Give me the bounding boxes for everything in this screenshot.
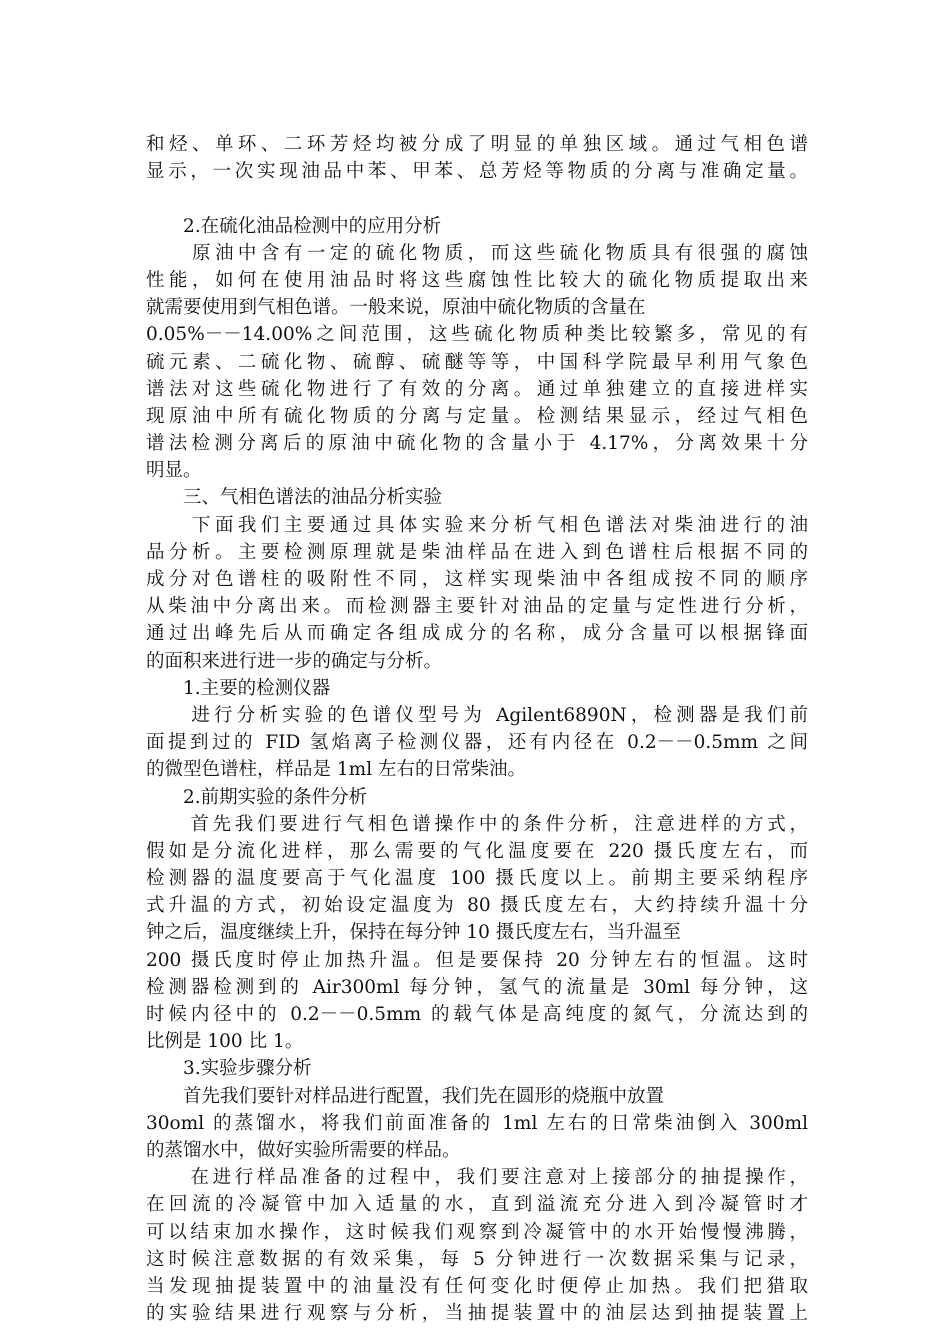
paragraph-line: 式升温的方式，初始设定温度为 80 摄氏度左右，大约持续升温十分 bbox=[146, 895, 808, 917]
section-heading: 2.前期实验的条件分析 bbox=[146, 786, 368, 808]
paragraph-line: 检测器的温度要高于气化温度 100 摄氏度以上。前期主要采纳程序 bbox=[146, 868, 808, 890]
paragraph-line: 面提到过的 FID 氢焰离子检测仪器，还有内径在 0.2－－0.5mm 之间 bbox=[146, 732, 808, 754]
paragraph-line: 通过出峰先后从而确定各组成成分的名称，成分含量可以根据锋面 bbox=[146, 623, 808, 645]
paragraph-line: 的实验结果进行观察与分析，当抽提装置中的油层达到抽提装置上 bbox=[146, 1303, 808, 1325]
paragraph-line: 明显。 bbox=[146, 460, 202, 482]
paragraph-line: 0.05%－－14.00%之间范围，这些硫化物质种类比较繁多，常见的有 bbox=[146, 324, 808, 346]
paragraph-line: 进行分析实验的色谱仪型号为 Agilent6890N，检测器是我们前 bbox=[146, 704, 808, 726]
paragraph-line: 谱法检测分离后的原油中硫化物的含量小于 4.17%，分离效果十分 bbox=[146, 433, 808, 455]
paragraph-line: 成分对色谱柱的吸附性不同，这样实现柴油中各组成按不同的顺序 bbox=[146, 569, 808, 590]
paragraph-line: 显示，一次实现油品中苯、甲苯、总芳烃等物质的分离与准确定量。 bbox=[146, 161, 808, 183]
paragraph-line: 从柴油中分离出来。而检测器主要针对油品的定量与定性进行分析， bbox=[146, 596, 808, 618]
paragraph-line: 30oml 的蒸馏水，将我们前面准备的 1ml 左右的日常柴油倒入 300ml bbox=[146, 1112, 808, 1134]
paragraph-line: 现原油中所有硫化物质的分离与定量。检测结果显示，经过气相色 bbox=[146, 405, 808, 427]
paragraph-line: 当发现抽提装置中的油量没有任何变化时便停止加热。我们把猎取 bbox=[146, 1275, 808, 1297]
paragraph-line: 这时候注意数据的有效采集，每 5 分钟进行一次数据采集与记录， bbox=[146, 1248, 808, 1270]
blank-line bbox=[146, 185, 808, 212]
paragraph-line: 的蒸馏水中，做好实验所需要的样品。 bbox=[146, 1139, 461, 1161]
paragraph-line: 谱法对这些硫化物进行了有效的分离。通过单独建立的直接进样实 bbox=[146, 378, 808, 400]
section-heading: 三、气相色谱法的油品分析实验 bbox=[146, 487, 443, 509]
paragraph-line: 的面积来进行进一步的确定与分析。 bbox=[146, 650, 443, 672]
article-body bbox=[146, 131, 808, 1327]
paragraph-line: 原油中含有一定的硫化物质，而这些硫化物质具有很强的腐蚀 bbox=[146, 242, 808, 264]
paragraph-line: 和烃、单环、二环芳烃均被分成了明显的单独区域。通过气相色谱 bbox=[146, 134, 808, 155]
section-heading: 2.在硫化油品检测中的应用分析 bbox=[146, 215, 442, 237]
paragraph-line: 检测器检测到的 Air300ml 每分钟，氢气的流量是 30ml 每分钟，这 bbox=[146, 976, 808, 998]
paragraph-line: 就需要使用到气相色谱。一般来说，原油中硫化物质的含量在 bbox=[146, 297, 646, 319]
paragraph-line: 的微型色谱柱，样品是 1ml 左右的日常柴油。 bbox=[146, 759, 526, 781]
paragraph-line: 比例是 100 比 1。 bbox=[146, 1031, 304, 1053]
section-heading: 1.主要的检测仪器 bbox=[146, 677, 331, 699]
paragraph-line: 首先我们要进行气相色谱操作中的条件分析，注意进样的方式， bbox=[146, 813, 808, 835]
paragraph-line: 假如是分流化进样，那么需要的气化温度要在 220 摄氏度左右，而 bbox=[146, 840, 808, 862]
paragraph-line: 品分析。主要检测原理就是柴油样品在进入到色谱柱后根据不同的 bbox=[146, 541, 808, 563]
paragraph-line: 性能，如何在使用油品时将这些腐蚀性比较大的硫化物质提取出来 bbox=[146, 269, 808, 291]
section-heading: 3.实验步骤分析 bbox=[146, 1058, 312, 1080]
paragraph-line: 可以结束加水操作，这时候我们观察到冷凝管中的水开始慢慢沸腾， bbox=[146, 1221, 808, 1243]
paragraph-line: 首先我们要针对样品进行配置，我们先在圆形的烧瓶中放置 bbox=[146, 1085, 665, 1107]
paragraph-line: 钟之后，温度继续上升，保持在每分钟 10 摄氏度左右，当升温至 bbox=[146, 922, 681, 944]
paragraph-line: 在回流的冷凝管中加入适量的水，直到溢流充分进入到冷凝管时才 bbox=[146, 1194, 808, 1216]
paragraph-line: 时候内径中的 0.2－－0.5mm 的载气体是高纯度的氮气，分流达到的 bbox=[146, 1004, 808, 1025]
paragraph-line: 硫元素、二硫化物、硫醇、硫醚等等，中国科学院最早利用气象色 bbox=[146, 351, 808, 373]
paragraph-line: 下面我们主要通过具体实验来分析气相色谱法对柴油进行的油 bbox=[146, 514, 808, 536]
paragraph-line: 200 摄氏度时停止加热升温。但是要保持 20 分钟左右的恒温。这时 bbox=[146, 949, 808, 971]
paragraph-line: 在进行样品准备的过程中，我们要注意对上接部分的抽提操作， bbox=[146, 1167, 808, 1189]
